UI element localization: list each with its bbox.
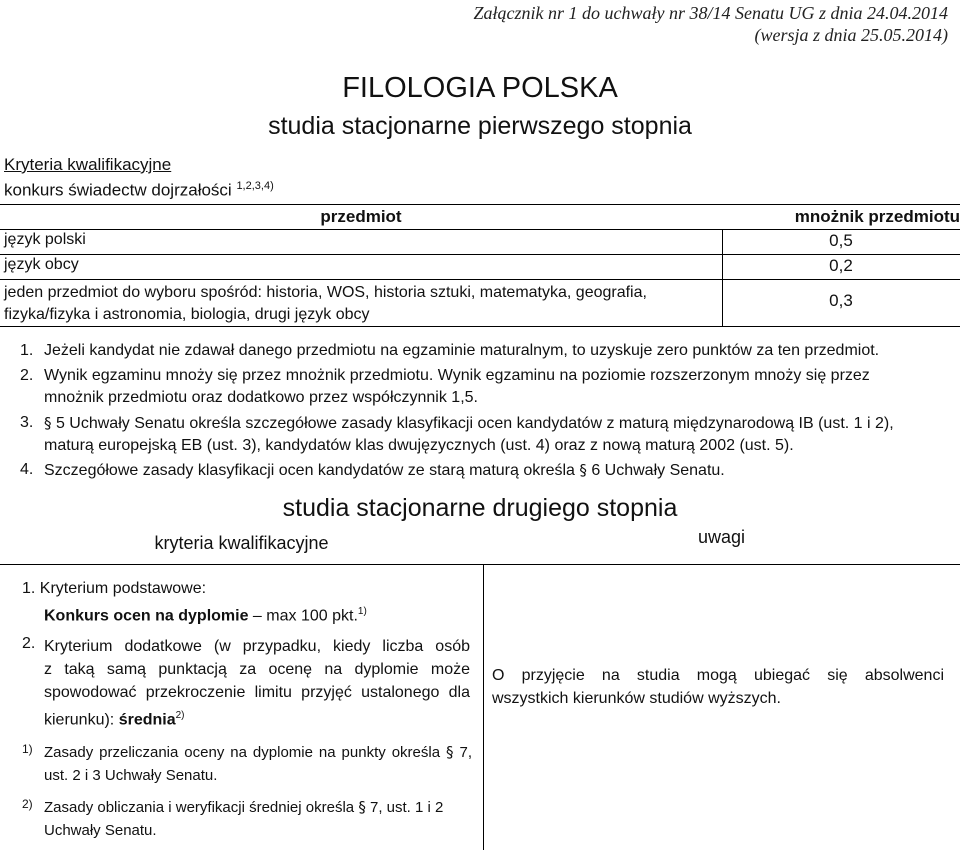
criterion-1-ref: 1): [357, 606, 367, 617]
remarks-text: [492, 664, 944, 710]
footnote-1: [44, 741, 472, 787]
footnote-2-ref: 2): [22, 797, 33, 811]
table-top-border: [0, 204, 960, 205]
note-4: [44, 459, 725, 482]
criteria-heading: Kryteria kwalifikacyjne: [4, 155, 172, 174]
col-remarks-header: uwagi: [697, 527, 746, 547]
subject-line-1: jeden przedmiot do wyboru spośród: historia, WOS, historia sztuki, matematyka, geografia,: [4, 284, 647, 301]
criterion-2-ref: 2): [175, 710, 185, 721]
subject-line-2: fizyka/fizyka i astronomia, biologia, drugi język obcy: [4, 306, 370, 323]
note-1: Jeżeli kandydat nie zdawał danego przedmiotu na egzaminie maturalnym, to uzyskuje zero punktów za ten przedmiot.: [44, 342, 880, 359]
criterion-1: 1. Kryterium podstawowe: Konkurs ocen na dyplomie – max 100 pkt.$^{1)}$: [22, 577, 367, 627]
table-border: [0, 564, 960, 565]
note-2-line-2: mnożnik przedmiotu oraz dodatkowo przez współczynnik 1,5.: [44, 389, 478, 406]
subtitle-first-degree: studia stacjonarne pierwszego stopnia: [268, 112, 692, 140]
subtitle-second-degree: studia stacjonarne drugiego stopnia: [282, 494, 678, 522]
table-row-subject: język obcy: [4, 256, 79, 273]
note-number: 4.: [20, 461, 34, 478]
paragraph-sign: §: [358, 798, 366, 816]
note-4-text-a: Szczegółowe zasady klasyfikacji ocen kandydatów ze starą maturą określa: [44, 462, 575, 479]
table-bottom-border: [0, 326, 960, 327]
criterion-2-bold: średnia: [118, 711, 176, 729]
criterion-2-line-1: Kryterium dodatkowe (w przypadku, kiedy liczba osób: [44, 638, 470, 655]
footnote-2-line-2: Uchwały Senatu.: [44, 822, 157, 839]
column-divider: [483, 564, 484, 850]
criterion-2: [44, 635, 470, 731]
note-number: 1.: [20, 342, 34, 359]
row-border: [0, 279, 960, 280]
criterion-2-line-3: spowodować przekroczenie limitu przyjęć ustalonego dla: [44, 684, 470, 701]
annex-line-2: (wersja z dnia 25.05.2014): [754, 25, 948, 45]
note-number: 3.: [20, 414, 34, 431]
table-row-subject: język polski: [4, 231, 86, 248]
contest-refs: 1,2,3,4): [236, 180, 274, 192]
footnote-1-para-num: 7,: [459, 744, 473, 761]
paragraph-sign: §: [579, 461, 587, 479]
contest-text: konkurs świadectw dojrzałości: [4, 180, 232, 200]
criterion-1-label: 1. Kryterium podstawowe:: [22, 580, 207, 597]
column-divider: [722, 229, 723, 326]
col-subject-header: przedmiot: [320, 207, 402, 226]
col-multiplier-header: mnożnik przedmiotu: [794, 207, 960, 226]
contest-label: [4, 180, 274, 201]
footnote-1-line-1: Zasady przeliczania oceny na dyplomie na punkty określa: [44, 744, 441, 761]
note-3-line-2: maturą europejską EB (ust. 3), kandydatów klas dwujęzycznych (ust. 4) oraz z nową maturą 2002 (ust. 5).: [44, 437, 794, 454]
footnote-1-ref: 1): [22, 742, 33, 756]
annex-note: [474, 2, 949, 46]
table-row-multiplier: 0,5: [829, 231, 853, 250]
remarks-line-2: wszystkich kierunków studiów wyższych.: [492, 690, 781, 707]
footnote-2-para-num: 7, ust. 1 i 2: [369, 799, 444, 816]
note-number: 2.: [20, 367, 34, 384]
footnote-2-line-1: Zasady obliczania i weryfikacji średniej określa: [44, 799, 355, 816]
note-3-line-1: 5 Uchwały Senatu określa szczegółowe zasady klasyfikacji ocen kandydatów z maturą międzynarodową IB (ust. 1 i 2),: [55, 415, 894, 432]
paragraph-sign: §: [446, 743, 454, 761]
criterion-2-line-2: z taką samą punktacją za ocenę na dyplomie może: [44, 661, 470, 678]
col-criteria-header: kryteria kwalifikacyjne: [154, 533, 329, 553]
row-border: [0, 254, 960, 255]
row-border: [0, 229, 960, 230]
remarks-line-1: O przyjęcie na studia mogą ubiegać się absolwenci: [492, 667, 944, 684]
criterion-1-bold: Konkurs ocen na dyplomie: [44, 607, 249, 625]
criterion-1-rest: max 100 pkt.: [266, 607, 358, 625]
table-row-subject: [4, 282, 647, 326]
note-2-line-1: Wynik egzaminu mnoży się przez mnożnik przedmiotu. Wynik egzaminu na poziomie rozszerzonym mnoży się przez: [44, 367, 870, 384]
table-row-multiplier: 0,2: [829, 256, 853, 275]
page-title: FILOLOGIA POLSKA: [342, 72, 618, 104]
paragraph-sign: §: [44, 414, 52, 432]
criterion-2-number: 2.: [22, 635, 36, 652]
annex-line-1: Załącznik nr 1 do uchwały nr 38/14 Senatu UG z dnia 24.04.2014: [473, 3, 948, 23]
criterion-2-line-4: kierunku):: [44, 711, 115, 729]
note-4-text-b: 6 Uchwały Senatu.: [591, 462, 725, 479]
note-2: [44, 365, 870, 409]
footnote-2: [44, 796, 472, 842]
table-row-multiplier: 0,3: [829, 291, 853, 310]
note-3: [44, 412, 894, 457]
footnote-1-line-2: ust. 2 i 3 Uchwały Senatu.: [44, 767, 218, 784]
